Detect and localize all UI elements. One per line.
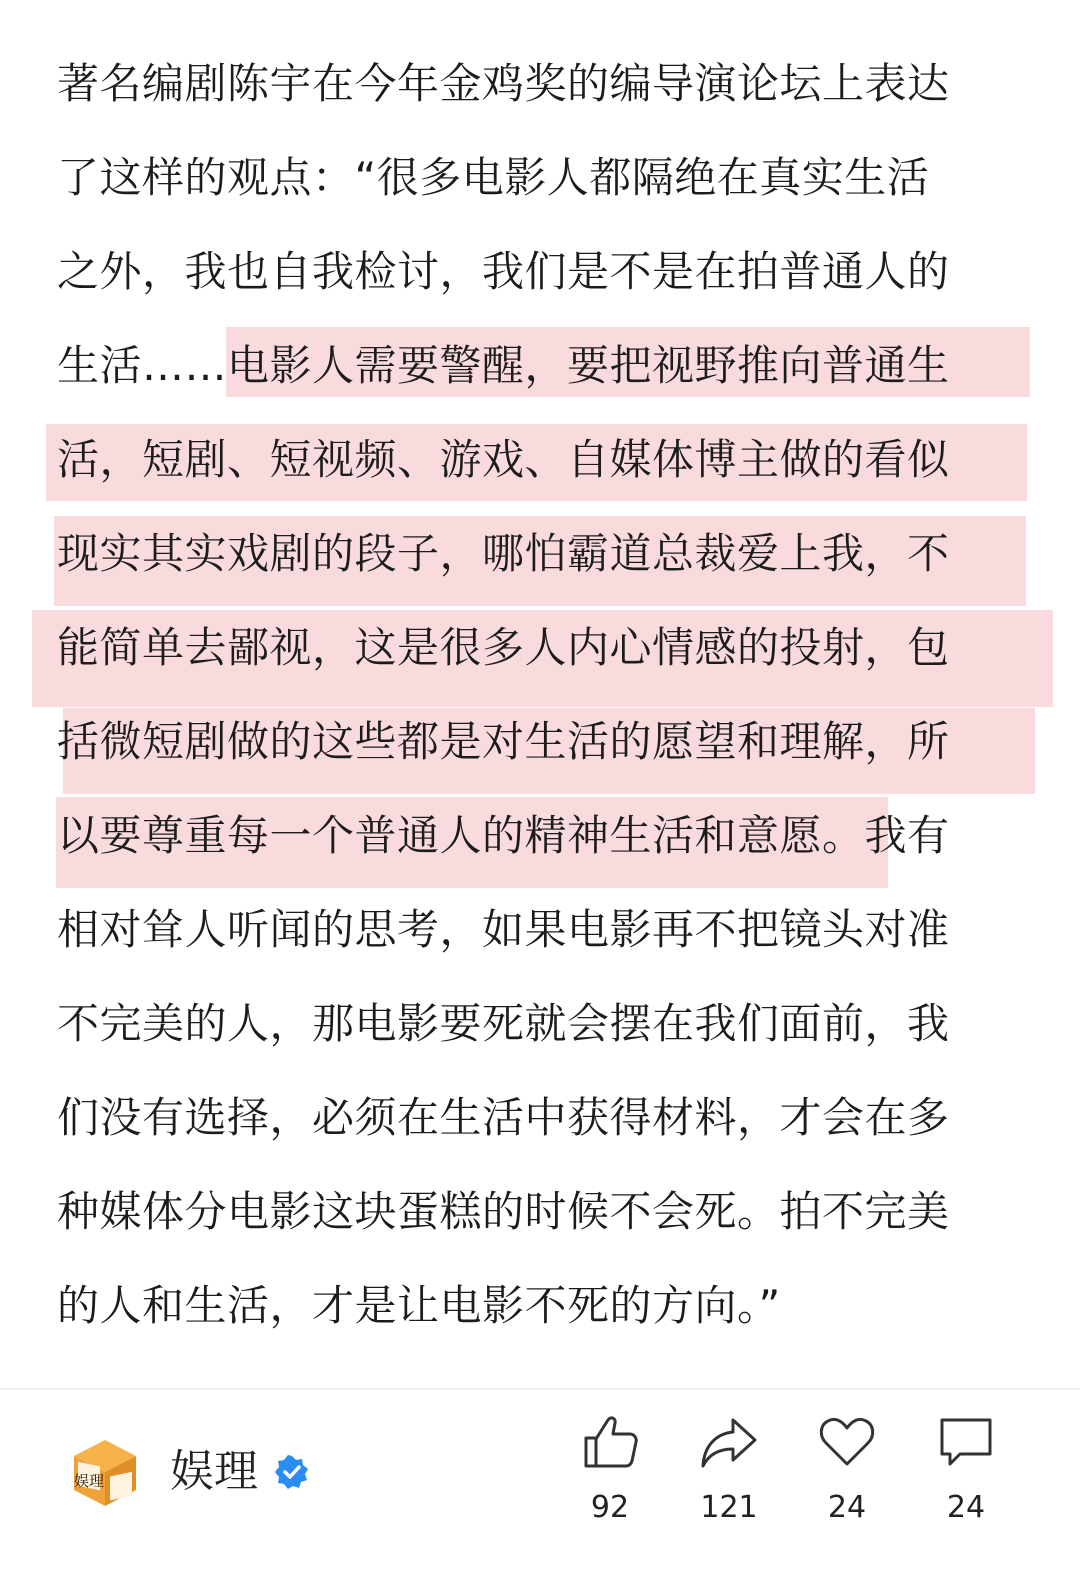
text-line: 不完美的人，那电影要死就会摆在我们面前，我 — [57, 999, 950, 1048]
author-avatar[interactable] — [70, 1438, 140, 1508]
favorite-button[interactable] — [797, 1412, 897, 1542]
share-button[interactable] — [679, 1412, 779, 1542]
text-line: 的人和生活，才是让电影不死的方向。” — [57, 1281, 781, 1330]
comment-button[interactable] — [916, 1412, 1016, 1542]
text-line: 以要尊重每一个普通人的精神生活和意愿。我有 — [57, 811, 950, 860]
text-line: 活，短剧、短视频、游戏、自媒体博主做的看似 — [57, 435, 950, 484]
like-button[interactable] — [560, 1412, 660, 1542]
text-line: 生活……电影人需要警醒，要把视野推向普通生 — [57, 341, 950, 390]
like-count: 92 — [590, 1490, 630, 1525]
text-line: 之外，我也自我检讨，我们是不是在拍普通人的 — [57, 247, 950, 296]
comment-icon — [936, 1412, 996, 1472]
favorite-count: 24 — [827, 1490, 867, 1525]
text-line: 能简单去鄙视，这是很多人内心情感的投射，包 — [57, 623, 950, 672]
share-count: 121 — [700, 1490, 758, 1525]
comment-count: 24 — [946, 1490, 986, 1525]
text-line: 相对耸人听闻的思考，如果电影再不把镜头对准 — [57, 905, 950, 954]
share-icon — [699, 1412, 759, 1472]
text-line: 们没有选择，必须在生活中获得材料，才会在多 — [57, 1093, 950, 1142]
text-line: 括微短剧做的这些都是对生活的愿望和理解，所 — [57, 717, 950, 766]
verified-icon — [275, 1455, 309, 1489]
text-line: 种媒体分电影这块蛋糕的时候不会死。拍不完美 — [57, 1187, 950, 1236]
author-name[interactable]: 娱理 — [170, 1446, 258, 1497]
heart-icon — [817, 1412, 877, 1472]
text-line: 现实其实戏剧的段子，哪怕霸道总裁爱上我，不 — [57, 529, 950, 578]
thumbs-up-icon — [580, 1412, 640, 1472]
avatar-text-left: 娱理 — [73, 1472, 105, 1490]
text-line: 著名编剧陈宇在今年金鸡奖的编导演论坛上表达 — [57, 59, 950, 108]
post-footer — [0, 1390, 1080, 1575]
text-line: 了这样的观点：“很多电影人都隔绝在真实生活 — [57, 153, 930, 202]
